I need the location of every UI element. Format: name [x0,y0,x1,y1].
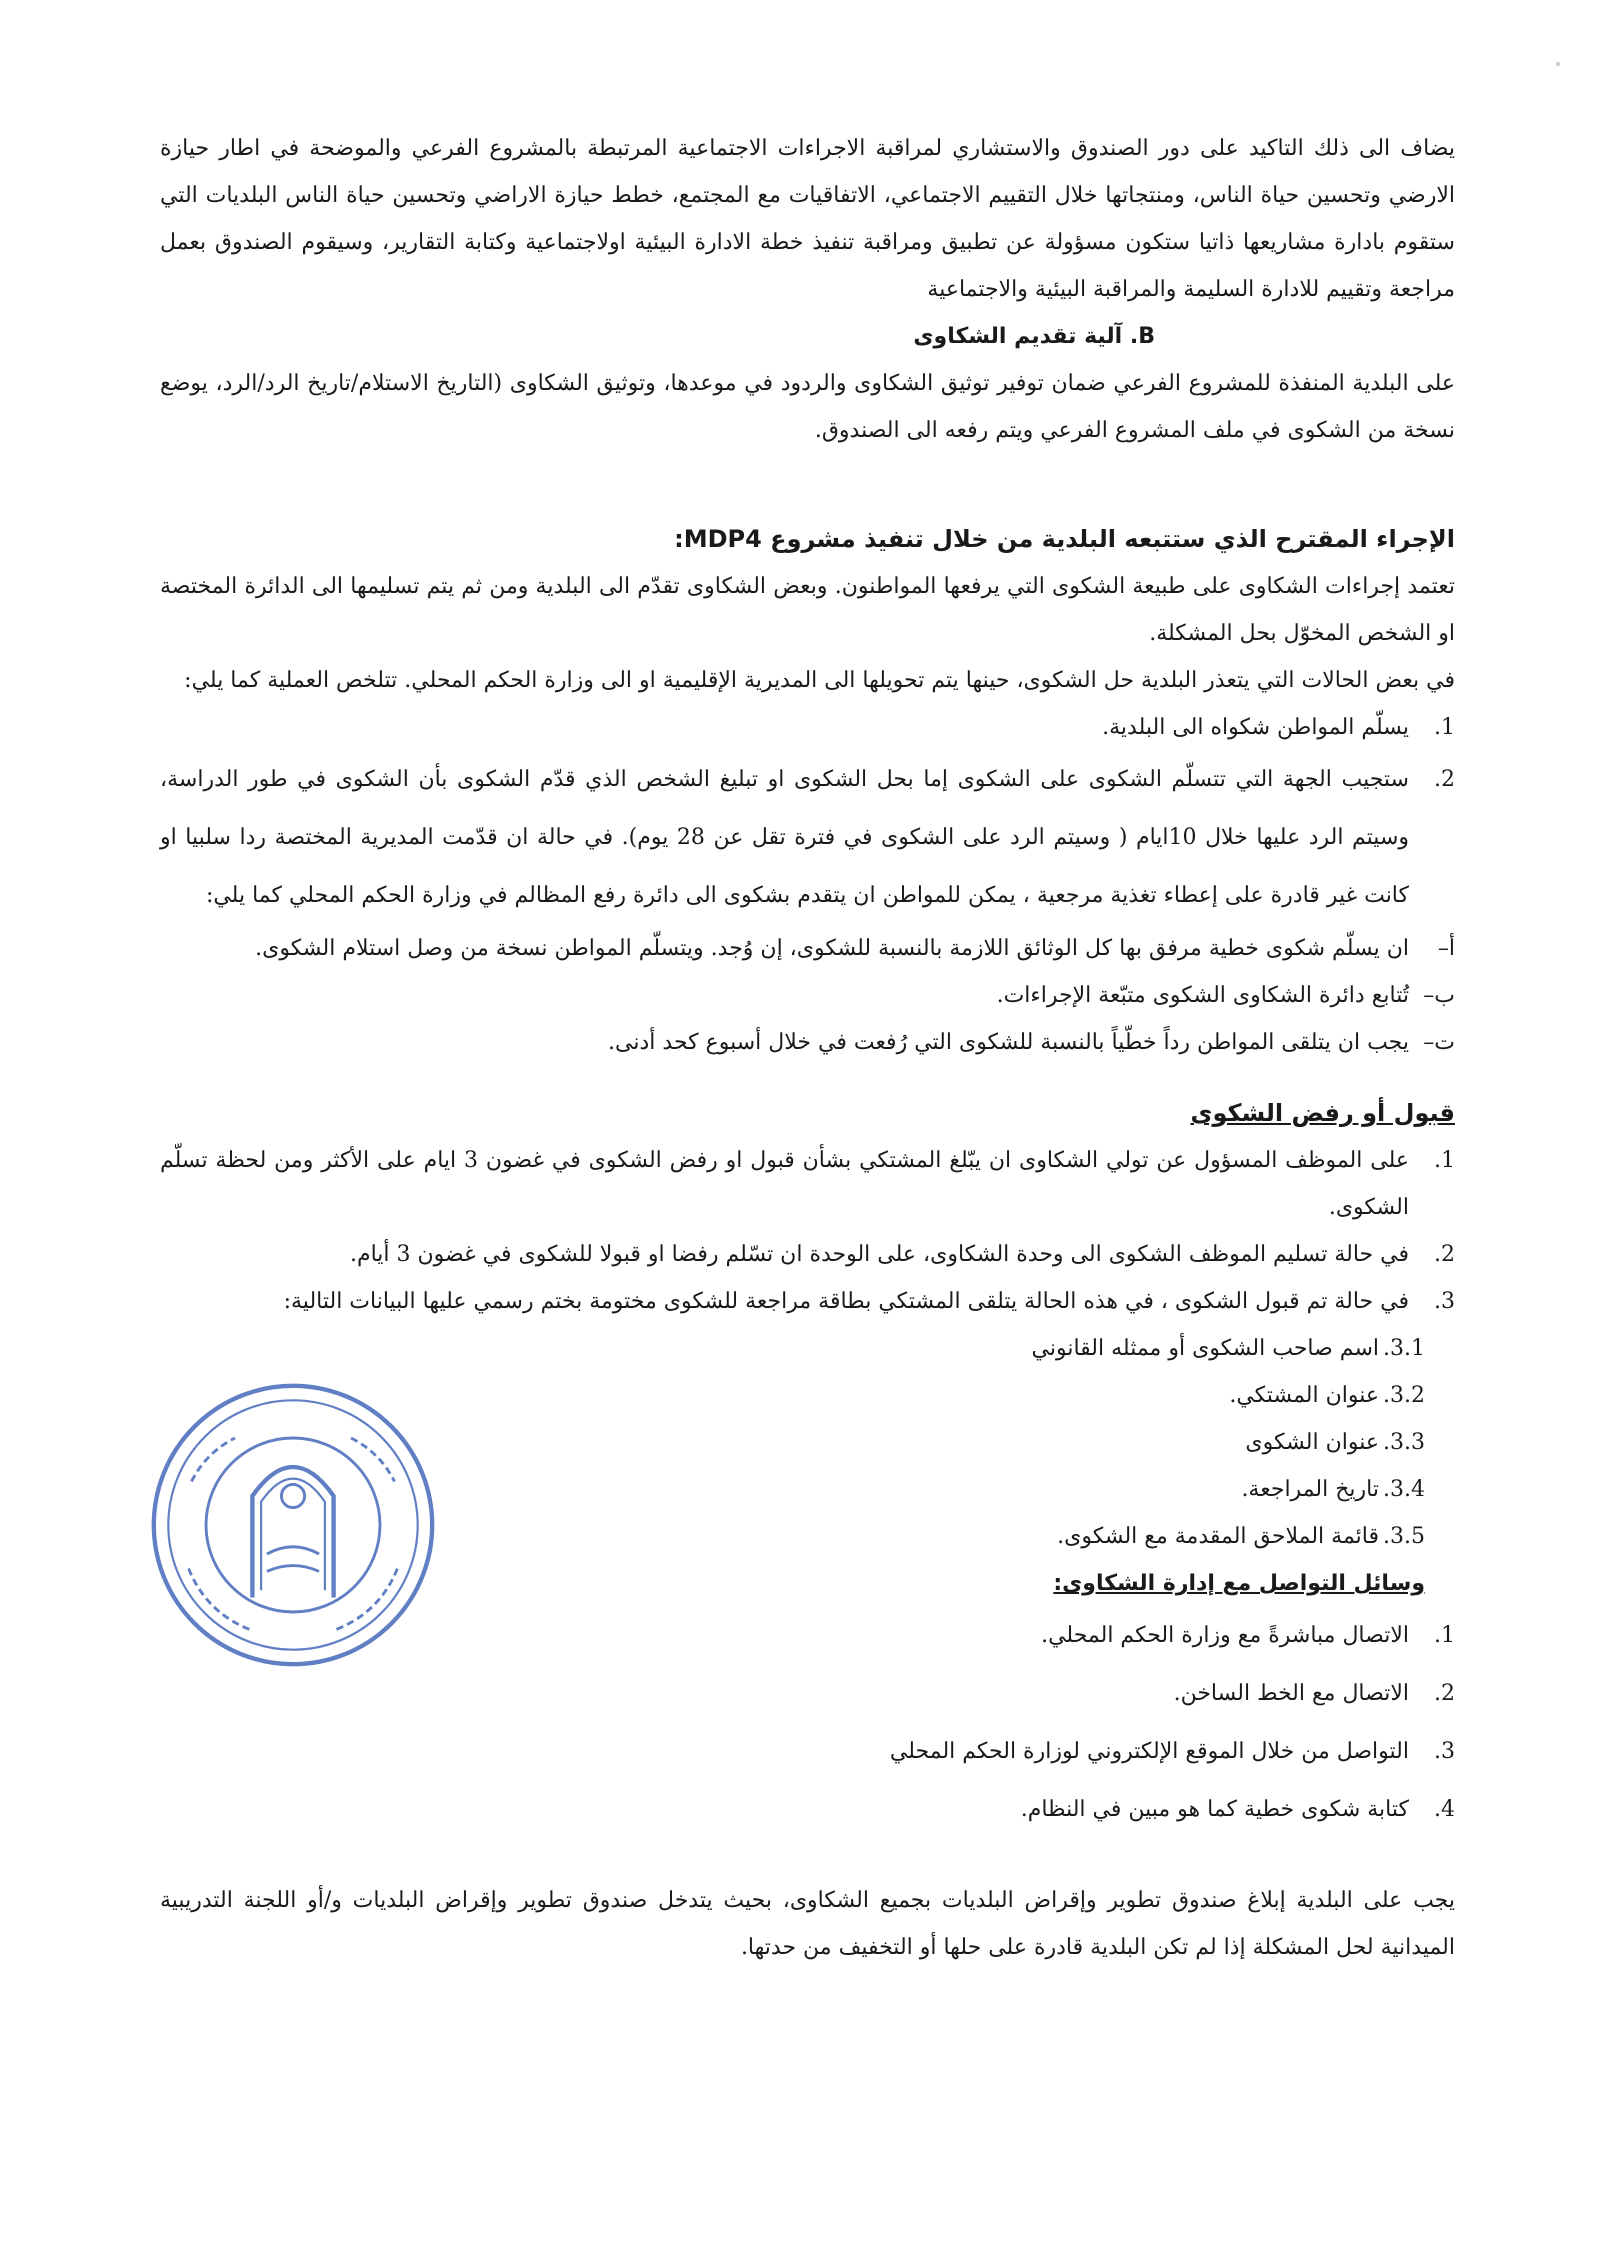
sub-item-text: قائمة الملاحق المقدمة مع الشكوى. [1057,1524,1379,1549]
step-text: ستجيب الجهة التي تتسلّم الشكوى على الشكوى إما بحل الشكوى او تبليغ الشخص الذي قدّم الشكوى بأن الشكوى في طور الدراسة، وسيتم الرد عليها خلال 10ايام ( وسيتم الرد على الشكوى في فترة تقل عن 28 يوم). في حالة ان قدّمت المديرية المختصة ردا سلبيا او كانت غير قادرة على إعطاء تغذية مرجعية ، يمكن للمواطن ان يتقدم بشكوى الى دائرة رفع المظالم في وزارة الحكم المحلي كما يلي: [160,767,1410,908]
step-number: 1. [1434,715,1455,740]
procedure-step [160,704,1455,751]
procedure-sub-step [160,972,1455,1019]
item-number: 1. [1434,1148,1455,1173]
sub-item-number: 3.2. [1383,1383,1425,1408]
item-text: على الموظف المسؤول عن تولي الشكاوى ان يبّلغ المشتكي بشأن قبول او رفض الشكوى في غضون 3 ايام على الأكثر ومن لحظة تسلّم الشكوى. [160,1148,1409,1220]
sub-step-text: تُتابع دائرة الشكاوى الشكوى متبّعة الإجراءات. [996,983,1409,1008]
item-number: 4. [1434,1797,1455,1822]
item-text: الاتصال مباشرةً مع وزارة الحكم المحلي. [1041,1623,1409,1648]
item-number: 1. [1434,1623,1455,1648]
sub-step-letter: أ– [1437,936,1455,961]
acceptance-item [160,1137,1455,1231]
acceptance-item [160,1278,1455,1325]
contact-item [160,1781,1455,1839]
item-text: الاتصال مع الخط الساخن. [1173,1681,1409,1706]
official-seal-icon [148,1380,438,1670]
intro-paragraph: يضاف الى ذلك التاكيد على دور الصندوق والاستشاري لمراقبة الاجراءات الاجتماعية المرتبطة بالمشروع الفرعي والموضحة في اطار حيازة الارضي وتحسين حياة الناس، ومنتجاتها خلال التقييم الاجتماعي، الاتفاقيات مع المجتمع، خطط حيازة الاراضي وتحسين حياة الناس البلديات التي ستقوم بادارة مشاريعها ذاتيا ستكون مسؤولة عن تطبيق ومراقبة تنفيذ خطة الادارة البيئية اولاجتماعية وكتابة التقارير، وسيقوم الصندوق بعمل مراجعة وتقييم للادارة السليمة والمراقبة البيئية والاجتماعية [160,136,1455,302]
item-text: في حالة تم قبول الشكوى ، في هذه الحالة يتلقى المشتكي بطاقة مراجعة للشكوى مختومة بختم رسمي عليها البيانات التالية: [283,1289,1409,1314]
step-text: يسلّم المواطن شكواه الى البلدية. [1102,715,1409,740]
contact-item [160,1723,1455,1781]
item-number: 3. [1434,1289,1455,1314]
item-text: التواصل من خلال الموقع الإلكتروني لوزارة الحكم المحلي [889,1739,1409,1764]
sub-item-number: 3.5. [1383,1524,1425,1549]
acceptance-heading: قبول أو رفض الشكوى [1190,1099,1455,1127]
sub-item-text: اسم صاحب الشكوى أو ممثله القانوني [1031,1336,1379,1361]
acceptance-item [160,1231,1455,1278]
sub-step-letter: ت– [1423,1030,1455,1055]
sub-item-text: عنوان الشكوى [1245,1430,1379,1455]
procedure-paragraph-2: في بعض الحالات التي يتعذر البلدية حل الشكوى، حينها يتم تحويلها الى المديرية الإقليمية او الى وزارة الحكم المحلي. تتلخص العملية كما يلي: [184,668,1455,693]
item-text: كتابة شكوى خطية كما هو مبين في النظام. [1020,1797,1409,1822]
item-text: في حالة تسليم الموظف الشكوى الى وحدة الشكاوى، على الوحدة ان تسّلم رفضا او قبولا للشكوى في غضون 3 أيام. [349,1242,1409,1267]
acceptance-sub-item [160,1325,1455,1372]
sub-item-text: تاريخ المراجعة. [1241,1477,1379,1502]
sub-item-number: 3.1. [1383,1336,1425,1361]
contact-heading: وسائل التواصل مع إدارة الشكاوى: [1053,1571,1425,1596]
item-number: 2. [1434,1242,1455,1267]
item-number: 3. [1434,1739,1455,1764]
contact-item [160,1665,1455,1723]
sub-item-text: عنوان المشتكي. [1229,1383,1379,1408]
sub-item-number: 3.4. [1383,1477,1425,1502]
procedure-step [160,751,1455,925]
section-b-paragraph: على البلدية المنفذة للمشروع الفرعي ضمان توفير توثيق الشكاوى والردود في موعدها، وتوثيق الشكاوى (التاريخ الاستلام/تاريخ الرد/الرد، يوضع نسخة من الشكوى في ملف المشروع الفرعي ويتم رفعه الى الصندوق. [160,371,1455,443]
section-b-title: B. آلية تقديم الشكاوى [913,324,1155,349]
sub-item-number: 3.3. [1383,1430,1425,1455]
closing-paragraph: يجب على البلدية إبلاغ صندوق تطوير وإقراض البلديات بجميع الشكاوى، بحيث يتدخل صندوق تطوير وإقراض البلديات و/أو اللجنة التدريبية الميدانية لحل المشكلة إذا لم تكن البلدية قادرة على حلها أو التخفيف من حدتها. [160,1888,1455,1960]
procedure-paragraph-1: تعتمد إجراءات الشكاوى على طبيعة الشكوى التي يرفعها المواطنون. وبعض الشكاوى تقدّم الى البلدية ومن ثم يتم تسليمها الى الدائرة المختصة او الشخص المخوّل بحل المشكلة. [160,574,1455,646]
document-page [160,125,1455,1971]
item-number: 2. [1434,1681,1455,1706]
procedure-heading: الإجراء المقترح الذي ستتبعه البلدية من خلال تنفيذ مشروع MDP4: [674,525,1455,553]
step-number: 2. [1434,767,1455,792]
scan-mark [1556,62,1560,66]
sub-step-text: يجب ان يتلقى المواطن رداً خطّياً بالنسبة للشكوى التي رُفعت في خلال أسبوع كحد أدنى. [608,1030,1409,1055]
procedure-sub-step [160,1019,1455,1066]
sub-step-letter: ب– [1423,983,1455,1008]
sub-step-text: ان يسلّم شكوى خطية مرفق بها كل الوثائق اللازمة بالنسبة للشكوى، إن وُجد. ويتسلّم المواطن نسخة من وصل استلام الشكوى. [255,936,1409,961]
procedure-sub-step [160,925,1455,972]
